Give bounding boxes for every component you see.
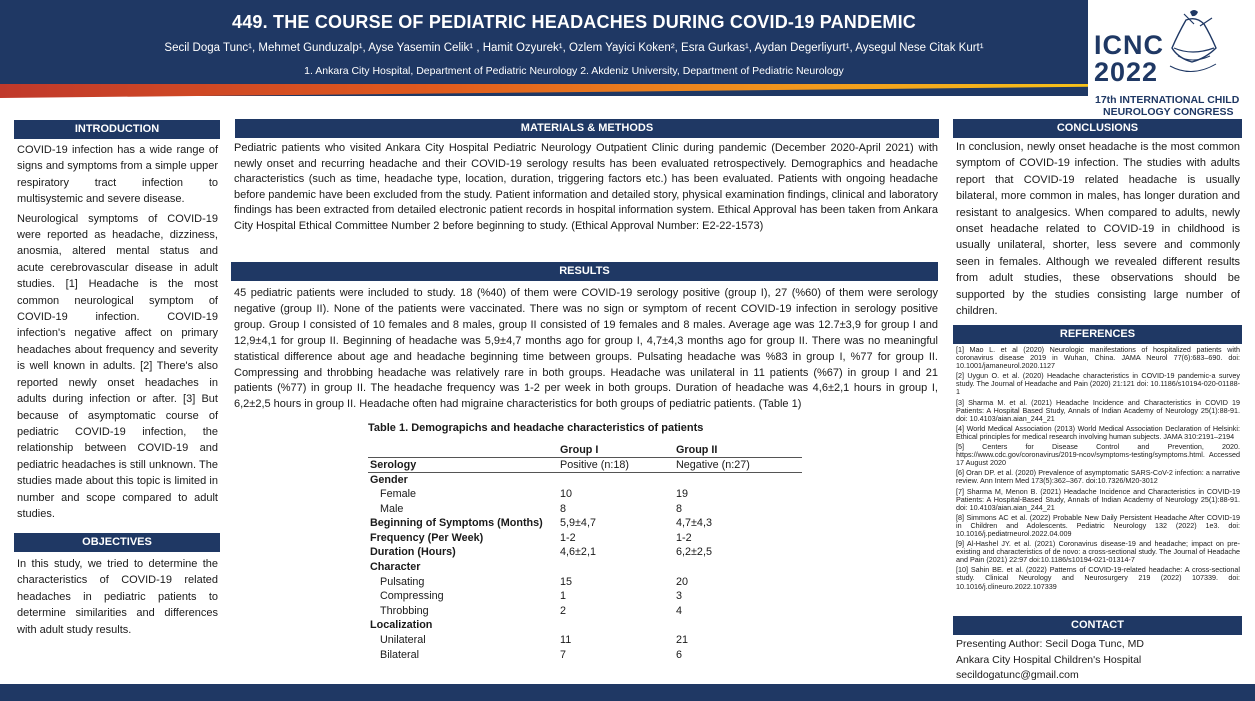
table-header-row bbox=[368, 443, 802, 458]
table-row: Localization bbox=[370, 619, 433, 632]
conclusions-heading: CONCLUSIONS bbox=[953, 119, 1242, 138]
methods-heading: MATERIALS & METHODS bbox=[235, 119, 939, 138]
introduction-heading: INTRODUCTION bbox=[14, 120, 220, 139]
whirling-dervish-icon bbox=[1160, 6, 1222, 86]
demographics-table bbox=[368, 443, 802, 662]
reference-item: [1] Mao L. et al (2020) Neurologic manifestations of hospitalized patients with coronavirus disease 2019 in Wuhan, China. JAMA Neurol 77(6):683–690. doi: 10.1001/jamaneurol.2020.1127 bbox=[956, 345, 1240, 371]
table-row: Beginning of Symptoms (Months) 5,9±4,7 4,7±4,3 bbox=[370, 517, 712, 530]
reference-item: [2] Uygun O. et al. (2020) Headache characteristics in COVID-19 pandemic-a survey study. The Journal of Headache and Pain (2020) 21:121 doi: 10.1186/s10194-020-01188-1 bbox=[956, 371, 1240, 397]
objectives-heading: OBJECTIVES bbox=[14, 533, 220, 552]
introduction-paragraph: COVID-19 infection has a wide range of signs and symptoms from a simple upper respiratory tract infection to multisystemic and severe disease. bbox=[17, 144, 218, 206]
table-row: Female 10 19 bbox=[380, 488, 689, 501]
table-row: Frequency (Per Week) 1-2 1-2 bbox=[370, 531, 692, 544]
table-caption: Table 1. Demograpichs and headache characteristics of patients bbox=[368, 422, 704, 434]
reference-item: [7] Sharma M, Menon B. (2021) Headache Incidence and Characteristics in COVID-19 Patients: A Hospital-Based Study, Annals of Indian Academy of Neurology 25(1):88-91. doi: 10.4103/aian.aian_244_21 bbox=[956, 486, 1240, 512]
references-list bbox=[956, 346, 1240, 593]
reference-item: [5] Centers for Disease Control and Prevention, 2020. https://www.cdc.gov/coronavirus/2019-ncov/symptoms-testing/symptoms.html. Accessed 17 August 2020 bbox=[956, 442, 1240, 468]
table-row: Duration (Hours) 4,6±2,1 6,2±2,5 bbox=[370, 546, 712, 559]
table-row: Serology Positive (n:18) Negative (n:27) bbox=[368, 458, 802, 473]
reference-item: [3] Sharma M. et al. (2021) Headache Incidence and Characteristics in COVID 19 Patients: A Hospital Based Study, Annals of Indian Academy of Neurology 25(1):88-91. doi: 10.4103/aian.aian_244_21 bbox=[956, 397, 1240, 423]
conclusions-body: In conclusion, newly onset headache is the most common symptom of COVID-19 infection. The studies with adults report that COVID-19 related headache is usually bilateral, more common in males, has longer duration and resistant to analgesics. When compared to adults, newly onset headache related to COVID-19 in childhood is usually unilateral, shorter, less severe and commonly seen in females. Although we revealed different results from adult studies, these observations should be supported by the studies consisting large number of children. bbox=[956, 141, 1240, 318]
introduction-paragraph: Neurological symptoms of COVID-19 were reported as headache, dizziness, anosmia, altered mental status and acute cerebrovascular disease in adult studies. [1] Headache is the most common neurological symptom of COVID-19 infection. COVID-19 infection's negative affect on primary headaches about frequency and severity is well known in adults. [2] There's also reported newly onset headaches in adults during infection or after. [3] But because of asymptomatic course of pediatric COVID-19 infection, the relationship between COVID-19 and pediatric headaches is still unknown. The studies made about this topic is limited in number and scope compared to adult studies. bbox=[17, 212, 218, 520]
table-row: Pulsating 15 20 bbox=[380, 575, 689, 588]
column-group-1: Group I bbox=[558, 443, 674, 458]
contact-info bbox=[956, 637, 1144, 684]
reference-item: [8] Simmons AC et al. (2022) Probable New Daily Persistent Headache After COVID-19 in Children and Adolescents. Pediatric Neurology 132 (2022) 1e3. doi: 10.1016/j.pediatrneurol.2022.04.009 bbox=[956, 512, 1240, 538]
table-row: Bilateral 7 6 bbox=[380, 648, 683, 661]
author-list: Secil Doga Tunc¹, Mehmet Gunduzalp¹, Ayse Yasemin Celik¹ , Hamit Ozyurek¹, Ozlem Yayici Koken², Esra Gurkas¹, Aydan Degerliyurt¹, Aysegul Nese Citak Kurt¹ bbox=[164, 42, 984, 54]
contact-email[interactable]: secildogatunc@gmail.com bbox=[956, 669, 1079, 681]
logo-subtitle: 17th INTERNATIONAL CHILD NEUROLOGY CONGRESS bbox=[1095, 94, 1240, 118]
logo-text: ICNC 2022 bbox=[1094, 30, 1164, 87]
contact-heading: CONTACT bbox=[953, 616, 1242, 635]
table-row: Compressing 1 3 bbox=[380, 590, 683, 603]
table-row: Throbbing 2 4 bbox=[380, 604, 683, 617]
introduction-body bbox=[17, 142, 218, 525]
contact-author: Presenting Author: Secil Doga Tunc, MD bbox=[956, 638, 1144, 650]
reference-item: [6] Oran DP. et al. (2020) Prevalence of asymptomatic SARS-CoV-2 infection: a narrative review. Ann Intern Med 173(5):362–367. doi:10.7326/M20-3012 bbox=[956, 468, 1240, 486]
poster-title: 449. THE COURSE OF PEDIATRIC HEADACHES DURING COVID-19 PANDEMIC bbox=[231, 12, 916, 32]
footer-bar bbox=[0, 684, 1255, 701]
results-body: 45 pediatric patients were included to study. 18 (%40) of them were COVID-19 serology positive (group I), 27 (%60) of them were serology negative (group II). None of the patients were vaccinated. There was no sign or symptom of recent COVID-19 infection in serology positive group. Group I consisted of 10 females and 8 males, group II consisted of 19 females and 8 males. Average age was 12.7±3,9 for group I and 12,9±4,1 for group II. Beginning of headache was 5,9±4,7 months ago for group I, 4,7±4,3 months ago for group II. There was no meaningful statistical difference about age and headache beginning time between groups. Pulsating headache was %83 in group I, %77 for group II. Compressing and throbbing headache was relatively rare in both groups. Headache was unilateral in 11 patients (%67) in group I and 21 patients (%77) in group II. The headache frequency was 1-2 per week in both groups. Duration of headache was 4,6±2,1 hours in group I, 6,2±2,5 hours in group II. Headache often had migraine characteristics for both groups of pediatric patients. (Table 1) bbox=[234, 287, 938, 411]
column-group-2: Group II bbox=[674, 443, 802, 458]
table-row: Unilateral 11 21 bbox=[380, 634, 689, 647]
contact-institution: Ankara City Hospital Children's Hospital bbox=[956, 653, 1142, 666]
objectives-body: In this study, we tried to determine the characteristics of COVID-19 related headaches in pediatric patients to determine similarities and differences with adult study results. bbox=[17, 558, 218, 636]
table-row: Male 8 8 bbox=[380, 502, 683, 515]
table-row: Gender bbox=[370, 473, 408, 486]
affiliations: 1. Ankara City Hospital, Department of Pediatric Neurology 2. Akdeniz University, Department of Pediatric Neurology bbox=[304, 65, 844, 77]
methods-body: Pediatric patients who visited Ankara City Hospital Pediatric Neurology Outpatient Clinic during pandemic (December 2020-April 2021) with newly onset and recurring headache and their COVID-19 serology results has been evaluated retrospectively. Demographics and headache characteristics (such as time, headache type, location, duration, triggering factors etc.) has been evaluated. Patients with ongoing headache before pandemic have been excluded from the study. Patient information and detailed story, physical examination findings, clinical and laboratory findings has been extracted from detailed electronic patient records in hospital information system. Ethical Approval has been taken from Ankara City Hospital Ethical Committee Number 2 before beginning to study. (Ethical Approval Number: E2-22-1573) bbox=[234, 142, 938, 232]
references-heading: REFERENCES bbox=[953, 325, 1242, 344]
results-heading: RESULTS bbox=[231, 262, 938, 281]
reference-item: [9] Al-Hashel JY. et al. (2021) Coronavirus disease-19 and headache; impact on pre-existing and characteristics of de novo: a cross-sectional study. The Journal of Headache and Pain (2021) 22:97 doi:10.1186/s10194-021-01314-7 bbox=[956, 539, 1240, 565]
table-row: Character bbox=[370, 561, 421, 574]
reference-item: [10] Sahin BE. et al. (2022) Patterns of COVID-19-related headache: A cross-sectional study. Clinical Neurology and Neurosurgery 219 (2022) 107339. doi: 10.1016/j.clineuro.2022.107339 bbox=[956, 565, 1240, 591]
reference-item: [4] World Medical Association (2013) World Medical Association Declaration of Helsinki: Ethical principles for medical research involving human subjects. JAMA 310:2191–2194 bbox=[956, 423, 1240, 441]
